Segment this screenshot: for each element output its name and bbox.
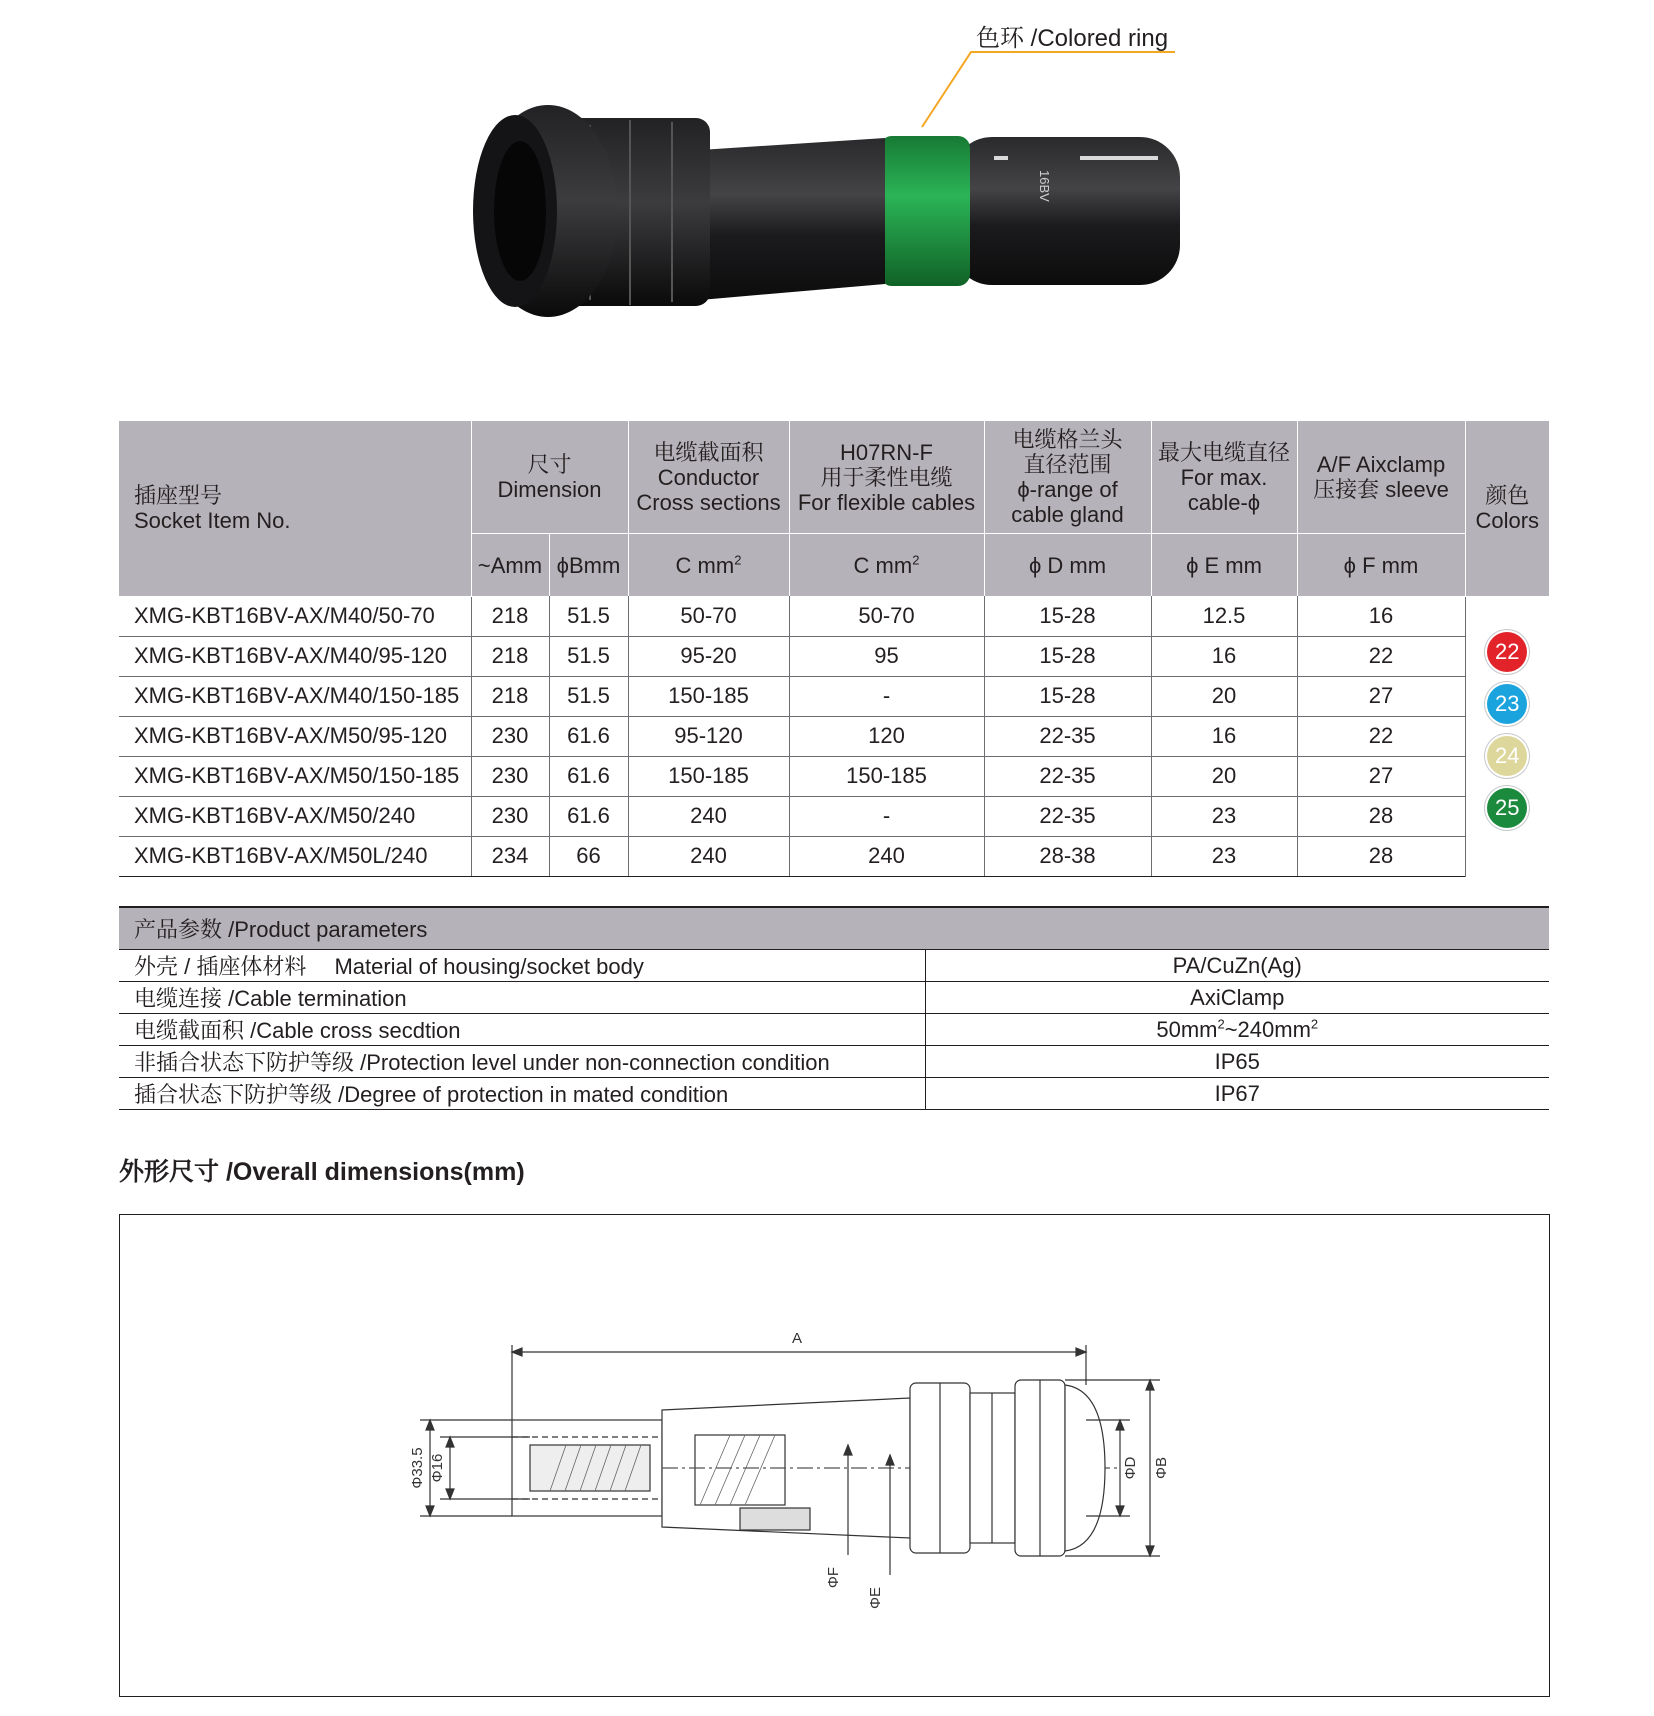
param-key: 非插合状态下防护等级 /Protection level under non-connection condition: [119, 1046, 925, 1078]
color-swatch: 22: [1487, 632, 1527, 672]
table-cell: 150-185: [628, 756, 789, 796]
table-cell: 16: [1151, 636, 1297, 676]
param-value: $50mm^2\sim 240mm^2$: [925, 1014, 1549, 1046]
item-no-cell: XMG-KBT16BV-AX/M50/240: [119, 796, 471, 836]
table-cell: 20: [1151, 756, 1297, 796]
colors-cell: [1465, 596, 1549, 876]
table-cell: 240: [628, 836, 789, 876]
subheader-c-flexible: C $mm^2$: [789, 534, 984, 597]
table-cell: 22: [1297, 716, 1465, 756]
dim-label-phi-e: ΦE: [867, 1587, 884, 1609]
item-no-cell: XMG-KBT16BV-AX/M50/150-185: [119, 756, 471, 796]
table-cell: 150-185: [628, 676, 789, 716]
item-no-cell: XMG-KBT16BV-AX/M50L/240: [119, 836, 471, 876]
item-no-cell: XMG-KBT16BV-AX/M50/95-120: [119, 716, 471, 756]
param-value: IP65: [925, 1046, 1549, 1078]
table-cell: 22: [1297, 636, 1465, 676]
table-cell: 218: [471, 636, 549, 676]
header-flexible-cables: H07RN-F 用于柔性电缆 For flexible cables: [789, 421, 984, 534]
table-cell: 15-28: [984, 636, 1151, 676]
param-key: 电缆截面积 /Cable cross secdtion: [119, 1014, 925, 1046]
table-row: [119, 836, 1549, 876]
table-cell: 22-35: [984, 756, 1151, 796]
dim-label-a: A: [792, 1330, 803, 1347]
header-sleeve: A/F Aixclamp 压接套 sleeve: [1297, 421, 1465, 534]
header-max-cable: 最大电缆直径 For max. cable-ϕ: [1151, 421, 1297, 534]
table-cell: 28: [1297, 836, 1465, 876]
param-value: PA/CuZn(Ag): [925, 950, 1549, 982]
product-parameters-table: [119, 906, 1549, 1110]
connector-illustration: [0, 0, 1654, 400]
table-row: [119, 636, 1549, 676]
table-row: [119, 596, 1549, 636]
item-no-cell: XMG-KBT16BV-AX/M40/50-70: [119, 596, 471, 636]
table-cell: 218: [471, 676, 549, 716]
table-cell: 23: [1151, 796, 1297, 836]
color-swatch: 24: [1487, 736, 1527, 776]
table-cell: 51.5: [549, 676, 628, 716]
table-cell: 120: [789, 716, 984, 756]
param-row: [119, 950, 1549, 982]
param-row: [119, 982, 1549, 1014]
table-cell: 28-38: [984, 836, 1151, 876]
param-key: 电缆连接 /Cable termination: [119, 982, 925, 1014]
dim-label-phi-f: ΦF: [825, 1567, 842, 1589]
table-cell: 16: [1297, 596, 1465, 636]
dimensions-title: 外形尺寸 /Overall dimensions(mm): [119, 1158, 525, 1186]
color-swatch: 25: [1487, 788, 1527, 828]
dimension-drawing-box: [119, 1214, 1550, 1697]
subheader-a: ~Amm: [471, 534, 549, 597]
subheader-c: C $mm^2$: [628, 534, 789, 597]
header-gland-range: 电缆格兰头 直径范围 ϕ-range of cable gland: [984, 421, 1151, 534]
table-cell: 230: [471, 796, 549, 836]
table-cell: 15-28: [984, 676, 1151, 716]
param-row: [119, 1046, 1549, 1078]
dim-label-phi-d: ΦD: [1122, 1456, 1139, 1480]
subheader-e: ϕ E mm: [1151, 534, 1297, 597]
table-cell: 50-70: [628, 596, 789, 636]
header-dimension: 尺寸 Dimension: [471, 421, 628, 534]
product-photo: [0, 0, 1654, 400]
table-cell: 50-70: [789, 596, 984, 636]
table-cell: 15-28: [984, 596, 1151, 636]
param-key: 外壳 / 插座体材料 Material of housing/socket body: [119, 950, 925, 982]
table-cell: 61.6: [549, 756, 628, 796]
subheader-d: ϕ D mm: [984, 534, 1151, 597]
table-row: [119, 756, 1549, 796]
dim-label-phi33-5: Φ33.5: [409, 1447, 426, 1489]
header-conductor: 电缆截面积 Conductor Cross sections: [628, 421, 789, 534]
param-key: 插合状态下防护等级 /Degree of protection in mated condition: [119, 1078, 925, 1110]
body-marking-text: 16BV: [1037, 170, 1052, 202]
item-no-cell: XMG-KBT16BV-AX/M40/150-185: [119, 676, 471, 716]
table-cell: 95-120: [628, 716, 789, 756]
table-row: [119, 676, 1549, 716]
dimension-drawing: [120, 1215, 1549, 1696]
table-cell: 20: [1151, 676, 1297, 716]
table-cell: 51.5: [549, 596, 628, 636]
table-row: [119, 796, 1549, 836]
param-row: [119, 1014, 1549, 1046]
param-value: AxiClamp: [925, 982, 1549, 1014]
param-value: IP67: [925, 1078, 1549, 1110]
table-cell: -: [789, 796, 984, 836]
socket-spec-table: [119, 421, 1549, 877]
table-cell: 61.6: [549, 796, 628, 836]
dim-label-phi-b: ΦB: [1153, 1457, 1170, 1479]
subheader-b: ϕBmm: [549, 534, 628, 597]
header-colors: 颜色 Colors: [1465, 421, 1549, 596]
table-cell: 240: [628, 796, 789, 836]
table-cell: -: [789, 676, 984, 716]
table-cell: 28: [1297, 796, 1465, 836]
table-cell: 27: [1297, 756, 1465, 796]
color-swatch: 23: [1487, 684, 1527, 724]
table-cell: 22-35: [984, 796, 1151, 836]
table-cell: 95-20: [628, 636, 789, 676]
table-row: [119, 716, 1549, 756]
subheader-f: ϕ F mm: [1297, 534, 1465, 597]
item-no-cell: XMG-KBT16BV-AX/M40/95-120: [119, 636, 471, 676]
table-cell: 51.5: [549, 636, 628, 676]
table-cell: 234: [471, 836, 549, 876]
table-cell: 22-35: [984, 716, 1151, 756]
table-cell: 27: [1297, 676, 1465, 716]
table-cell: 218: [471, 596, 549, 636]
table-cell: 66: [549, 836, 628, 876]
table-cell: 230: [471, 756, 549, 796]
table-cell: 61.6: [549, 716, 628, 756]
table-cell: 12.5: [1151, 596, 1297, 636]
dim-label-phi16: Φ16: [429, 1453, 446, 1483]
table-cell: 230: [471, 716, 549, 756]
header-item-no: 插座型号 Socket Item No.: [119, 421, 471, 596]
table-cell: 240: [789, 836, 984, 876]
table-cell: 150-185: [789, 756, 984, 796]
param-row: [119, 1078, 1549, 1110]
table-cell: 95: [789, 636, 984, 676]
parameters-title: 产品参数 /Product parameters: [119, 907, 1549, 950]
colored-ring-label: 色环 /Colored ring: [976, 25, 1169, 52]
table-cell: 23: [1151, 836, 1297, 876]
table-cell: 16: [1151, 716, 1297, 756]
